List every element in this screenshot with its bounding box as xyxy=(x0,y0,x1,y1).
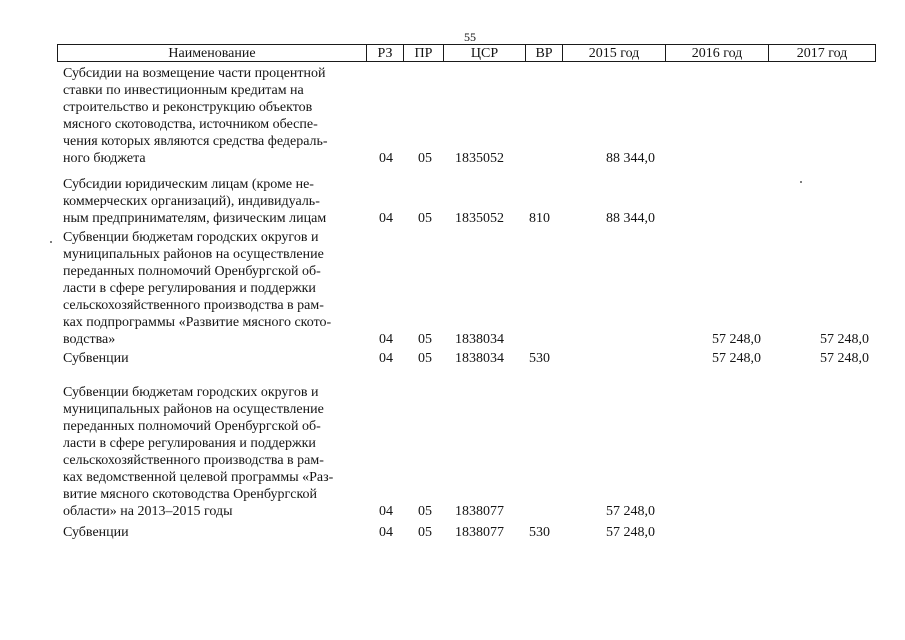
row-name-line: Субвенции бюджетам городских округов и xyxy=(63,230,319,245)
row-year-2015: 57 248,0 xyxy=(606,525,655,540)
row-vr: 810 xyxy=(529,211,550,226)
row-year-2016: 57 248,0 xyxy=(712,332,761,347)
row-name xyxy=(63,229,363,348)
row-csr: 1835052 xyxy=(455,151,504,166)
row-csr: 1838077 xyxy=(455,525,504,540)
row-name-line: муниципальных районов на осуществление xyxy=(63,402,324,417)
row-name-line: строительство и реконструкцию объектов xyxy=(63,100,313,115)
row-name-line: ласти в сфере регулирования и поддержки xyxy=(63,281,316,296)
header-vr: ВР xyxy=(525,45,562,61)
row-rz: 04 xyxy=(379,211,393,226)
scan-speck xyxy=(50,241,52,243)
row-name xyxy=(63,524,363,541)
row-name-line: ного бюджета xyxy=(63,151,146,166)
table-header xyxy=(57,44,876,62)
row-pr: 05 xyxy=(418,332,432,347)
scan-speck xyxy=(800,181,802,183)
header-year-2015: 2015 год xyxy=(562,45,665,61)
row-name-line: переданных полномочий Оренбургской об- xyxy=(63,264,321,279)
row-csr: 1838034 xyxy=(455,332,504,347)
row-rz: 04 xyxy=(379,525,393,540)
row-name-line: Субвенции xyxy=(63,351,129,366)
row-name-line: Субсидии на возмещение части процентной xyxy=(63,66,326,81)
header-year-2016: 2016 год xyxy=(665,45,768,61)
header-csr: ЦСР xyxy=(443,45,525,61)
row-csr: 1838034 xyxy=(455,351,504,366)
row-rz: 04 xyxy=(379,351,393,366)
row-csr: 1835052 xyxy=(455,211,504,226)
row-year-2015: 88 344,0 xyxy=(606,211,655,226)
row-name-line: Субвенции бюджетам городских округов и xyxy=(63,385,319,400)
row-name-line: ках подпрограммы «Развитие мясного ското- xyxy=(63,315,332,330)
row-pr: 05 xyxy=(418,525,432,540)
row-year-2017: 57 248,0 xyxy=(820,332,869,347)
row-year-2015: 57 248,0 xyxy=(606,504,655,519)
row-name-line: чения которых являются средства федераль- xyxy=(63,134,328,149)
row-name-line: витие мясного скотоводства Оренбургской xyxy=(63,487,318,502)
row-name-line: ным предпринимателям, физическим лицам xyxy=(63,211,327,226)
row-name-line: коммерческих организаций), индивидуаль- xyxy=(63,194,320,209)
header-year-2017: 2017 год xyxy=(768,45,875,61)
row-name-line: области» на 2013–2015 годы xyxy=(63,504,233,519)
row-name xyxy=(63,176,363,227)
row-pr: 05 xyxy=(418,211,432,226)
row-pr: 05 xyxy=(418,504,432,519)
row-vr: 530 xyxy=(529,351,550,366)
header-rz: РЗ xyxy=(366,45,403,61)
row-name-line: ставки по инвестиционным кредитам на xyxy=(63,83,304,98)
row-name-line: Субвенции xyxy=(63,525,129,540)
row-year-2016: 57 248,0 xyxy=(712,351,761,366)
row-rz: 04 xyxy=(379,151,393,166)
row-name-line: ках ведомственной целевой программы «Раз- xyxy=(63,470,334,485)
header-name: Наименование xyxy=(168,46,256,61)
header-pr: ПР xyxy=(403,45,443,61)
row-csr: 1838077 xyxy=(455,504,504,519)
row-name xyxy=(63,65,363,167)
row-name-line: сельскохозяйственного производства в рам- xyxy=(63,298,324,313)
row-year-2017: 57 248,0 xyxy=(820,351,869,366)
row-name xyxy=(63,384,363,520)
row-pr: 05 xyxy=(418,351,432,366)
row-rz: 04 xyxy=(379,332,393,347)
row-rz: 04 xyxy=(379,504,393,519)
page-number: 55 xyxy=(464,30,476,44)
row-vr: 530 xyxy=(529,525,550,540)
row-name-line: ласти в сфере регулирования и поддержки xyxy=(63,436,316,451)
row-name-line: Субсидии юридическим лицам (кроме не- xyxy=(63,177,314,192)
row-name-line: муниципальных районов на осуществление xyxy=(63,247,324,262)
row-name-line: водства» xyxy=(63,332,116,347)
row-name-line: мясного скотоводства, источником обеспе- xyxy=(63,117,318,132)
row-name-line: переданных полномочий Оренбургской об- xyxy=(63,419,321,434)
row-name-line: сельскохозяйственного производства в рам- xyxy=(63,453,324,468)
row-pr: 05 xyxy=(418,151,432,166)
row-name xyxy=(63,350,363,367)
row-year-2015: 88 344,0 xyxy=(606,151,655,166)
